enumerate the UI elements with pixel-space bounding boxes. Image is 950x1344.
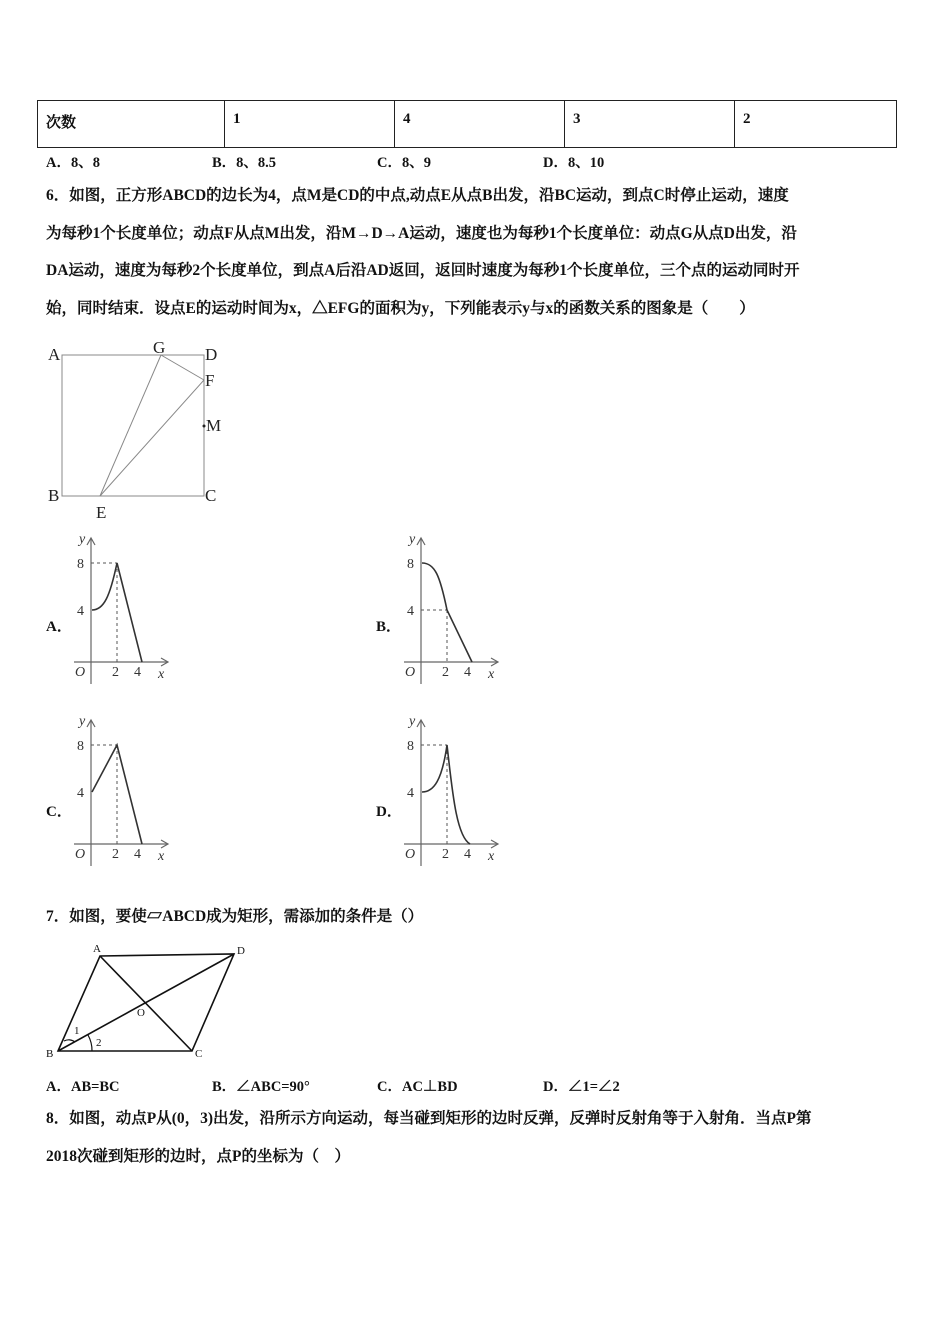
q7-option-b[interactable]: B．∠ABC=90° xyxy=(212,1079,310,1095)
graph-d-curve xyxy=(422,745,470,844)
x-tick-2: 2 xyxy=(112,847,119,862)
label-a: A xyxy=(93,943,101,955)
table-row xyxy=(38,101,897,148)
label-m: M xyxy=(206,416,222,435)
segment-ef xyxy=(100,380,204,496)
square-abcd xyxy=(62,355,204,496)
y-axis-label: y xyxy=(409,536,416,547)
x-tick-2: 2 xyxy=(442,665,449,680)
x-tick-4: 4 xyxy=(464,847,471,862)
label-a: A xyxy=(48,345,61,364)
q5-option-c[interactable]: C．8、9 xyxy=(377,155,431,171)
q7-parallelogram-figure xyxy=(40,940,260,1065)
table-cell: 4 xyxy=(395,101,565,148)
origin-label: O xyxy=(75,665,86,680)
y-axis-label: y xyxy=(79,536,86,547)
y-tick-8: 8 xyxy=(407,557,414,572)
table-cell: 1 xyxy=(225,101,395,148)
q6-option-b-label[interactable]: B． xyxy=(376,619,402,635)
label-d: D xyxy=(205,345,218,364)
table-cell: 2 xyxy=(735,101,897,148)
q6-line: 始，同时结束．设点E的运动时间为x，△EFG的面积为y，下列能表示y与x的函数关系的图象是（ ） xyxy=(46,299,755,317)
x-tick-4: 4 xyxy=(464,665,471,680)
origin-label: O xyxy=(75,847,86,862)
angle-2-label: 2 xyxy=(96,1037,102,1049)
q6-line: 为每秒1个长度单位；动点F从点M出发，沿M→D→A运动，速度也为每秒1个长度单位：动点G从点D出发，沿 xyxy=(46,224,797,242)
q8-line: 2018次碰到矩形的边时，点P的坐标为（ ） xyxy=(46,1147,350,1165)
label-e: E xyxy=(96,503,107,522)
q6-line: 6．如图，正方形ABCD的边长为4，点M是CD的中点,动点E从点B出发，沿BC运动，到点C时停止运动，速度 xyxy=(46,187,789,204)
diagonal-bd xyxy=(58,954,234,1051)
origin-label: O xyxy=(405,847,416,862)
y-tick-8: 8 xyxy=(77,739,84,754)
q6-graph-b[interactable] xyxy=(400,536,505,686)
q5-option-d[interactable]: D．8、10 xyxy=(543,155,605,171)
segment-gf xyxy=(161,355,204,380)
label-o: O xyxy=(137,1007,145,1019)
segment-eg xyxy=(100,355,161,496)
x-axis-label: x xyxy=(158,667,165,682)
x-axis-label: x xyxy=(158,849,165,864)
label-g: G xyxy=(153,338,166,357)
q6-option-a-label[interactable]: A． xyxy=(46,619,72,635)
label-c: C xyxy=(205,486,217,505)
q8-stem xyxy=(46,1100,911,1175)
q7-stem xyxy=(46,898,911,936)
y-axis-label: y xyxy=(409,718,416,729)
q7-option-a[interactable]: A．AB=BC xyxy=(46,1079,120,1095)
x-tick-2: 2 xyxy=(442,847,449,862)
q6-option-d-label[interactable]: D． xyxy=(376,804,402,820)
q5-option-a[interactable]: A．8、8 xyxy=(46,155,100,171)
table-cell: 3 xyxy=(565,101,735,148)
q6-stem xyxy=(46,177,911,327)
y-tick-8: 8 xyxy=(77,557,84,572)
q6-graph-a[interactable] xyxy=(70,536,175,686)
label-b: B xyxy=(48,486,60,505)
y-tick-4: 4 xyxy=(407,604,414,619)
q6-graph-c[interactable] xyxy=(70,718,175,868)
y-tick-8: 8 xyxy=(407,739,414,754)
q7-option-c[interactable]: C．AC⊥BD xyxy=(377,1079,458,1095)
q6-option-c-label[interactable]: C． xyxy=(46,804,72,820)
frequency-table xyxy=(37,100,897,148)
x-tick-2: 2 xyxy=(112,665,119,680)
q7-option-d[interactable]: D．∠1=∠2 xyxy=(543,1079,620,1095)
q8-line: 8．如图，动点P从(0，3)出发，沿所示方向运动，每当碰到矩形的边时反弹，反弹时反射角等于入射角．当点P第 xyxy=(46,1110,812,1127)
table-cell-header: 次数 xyxy=(38,101,225,148)
y-tick-4: 4 xyxy=(77,786,84,801)
origin-label: O xyxy=(405,665,416,680)
q6-line: DA运动，速度为每秒2个长度单位，到点A后沿AD返回，返回时速度为每秒1个长度单位，三个点的运动同时开 xyxy=(46,262,800,279)
x-axis-label: x xyxy=(488,667,495,682)
angle-2-arc xyxy=(88,1035,92,1051)
q7-line: 7．如图，要使▱ABCD成为矩形，需添加的条件是（） xyxy=(46,908,424,925)
y-axis-label: y xyxy=(79,718,86,729)
x-tick-4: 4 xyxy=(134,847,141,862)
angle-1-label: 1 xyxy=(74,1025,80,1037)
y-tick-4: 4 xyxy=(407,786,414,801)
label-d: D xyxy=(237,945,245,957)
q5-option-b[interactable]: B．8、8.5 xyxy=(212,155,277,171)
label-c: C xyxy=(195,1048,203,1060)
diagonal-ac xyxy=(100,956,192,1051)
q6-square-figure xyxy=(40,335,240,525)
label-f: F xyxy=(205,371,215,390)
y-tick-4: 4 xyxy=(77,604,84,619)
label-b: B xyxy=(46,1048,54,1060)
q6-graph-d[interactable] xyxy=(400,718,505,868)
x-tick-4: 4 xyxy=(134,665,141,680)
x-axis-label: x xyxy=(488,849,495,864)
